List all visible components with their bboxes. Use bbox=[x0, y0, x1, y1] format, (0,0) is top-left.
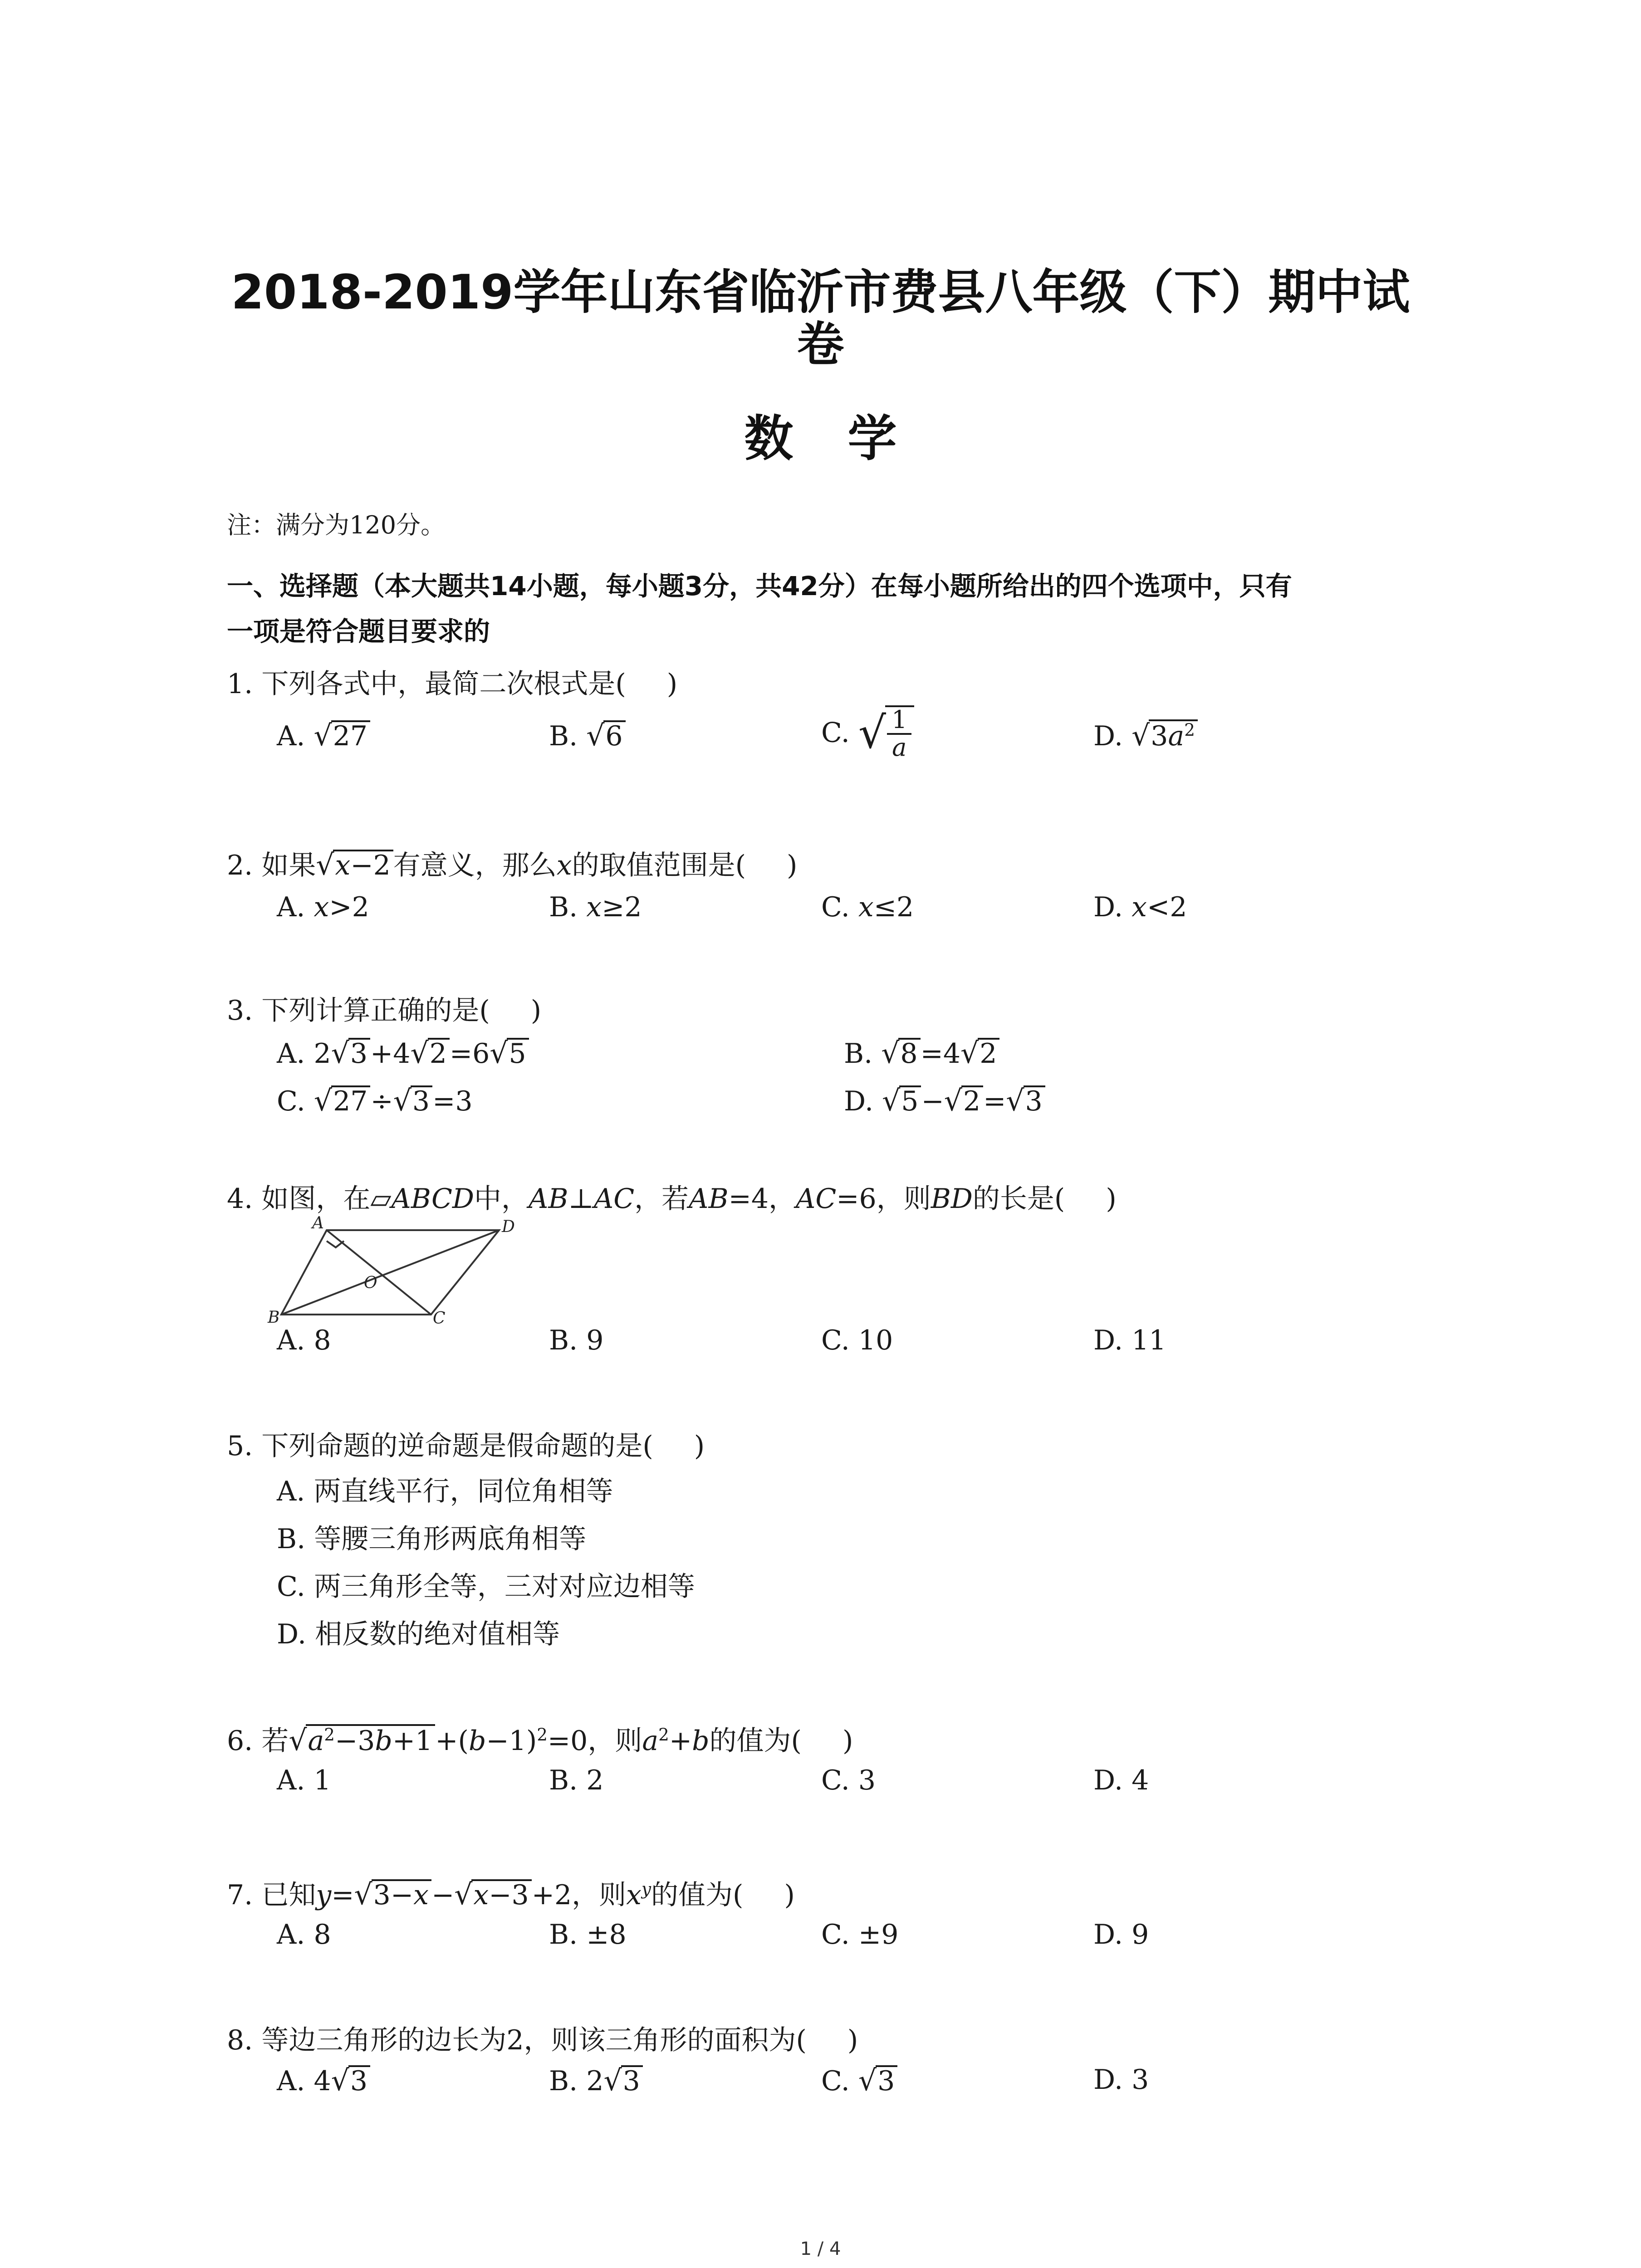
question-number: 2. bbox=[227, 850, 253, 881]
q6-option-d: D. 4 bbox=[1093, 1765, 1149, 1796]
q7-option-c: C. ±9 bbox=[821, 1919, 899, 1950]
question-5: 5. 下列命题的逆命题是假命题的是( ) bbox=[227, 1430, 705, 1462]
option-label: D. bbox=[1093, 720, 1123, 752]
q1-option-c bbox=[821, 705, 914, 760]
q6-option-c: C. 3 bbox=[821, 1765, 876, 1796]
q3-option-a: A. 2√3 +4√2 =6√5 bbox=[277, 1036, 529, 1070]
q2-option-c: C. x≤2 bbox=[821, 891, 914, 923]
q4-option-b: B. 9 bbox=[549, 1325, 604, 1356]
q1-option-d bbox=[1093, 719, 1198, 752]
q5-option-d: D. 相反数的绝对值相等 bbox=[277, 1618, 560, 1650]
question-stem: 下列各式中，最简二次根式是( bbox=[261, 668, 626, 700]
right-angle-mark bbox=[327, 1241, 344, 1247]
sqrt-expression: √x−2 bbox=[316, 848, 393, 881]
option-label: A. bbox=[277, 720, 305, 752]
q5-option-a: A. 两直线平行，同位角相等 bbox=[277, 1476, 613, 1507]
question-close: ) bbox=[666, 668, 678, 700]
q2-option-a: A. x>2 bbox=[277, 891, 369, 923]
subject-title: 数学 bbox=[744, 411, 951, 467]
sqrt-expression: $√a^2-3b+1$ bbox=[289, 1724, 435, 1757]
question-number: 1. bbox=[227, 668, 253, 700]
exam-title-line1: 2018-2019学年山东省临沂市费县八年级（下）期中试 bbox=[231, 264, 1410, 320]
q5-option-c: C. 两三角形全等，三对对应边相等 bbox=[277, 1571, 695, 1603]
q1-option-a bbox=[277, 719, 370, 752]
q1-option-b bbox=[549, 719, 626, 752]
question-1 bbox=[227, 662, 677, 701]
diagonal-bd bbox=[281, 1230, 499, 1315]
q4-option-a: A. 8 bbox=[277, 1325, 331, 1356]
q3-option-c: C. √27 ÷√3 =3 bbox=[277, 1084, 473, 1117]
q6-option-b: B. 2 bbox=[549, 1765, 604, 1796]
q5-option-b: B. 等腰三角形两底角相等 bbox=[277, 1523, 587, 1555]
vertex-label-a: A bbox=[312, 1214, 324, 1232]
q2-option-d: D. x<2 bbox=[1093, 891, 1187, 923]
q8-option-a: A. 4√3 bbox=[277, 2064, 370, 2097]
q3-option-b: B. √8 =4√2 bbox=[844, 1036, 999, 1070]
question-6: 6. 若$√a^2-3b+1 +(b-1)^2=0$，则$a^2+b$的值为( ) bbox=[227, 1724, 853, 1757]
question-7: 7. 已知y=√3−x −√x−3 +2，则$x^y$的值为( ) bbox=[227, 1878, 795, 1911]
q3-option-d: D. √5 −√2 =√3 bbox=[844, 1084, 1045, 1117]
center-label-o: O bbox=[364, 1274, 377, 1292]
question-4: 4. 如图，在▱ABCD中，AB⊥AC，若AB=4，AC=6，则BD的长是( ) bbox=[227, 1183, 1117, 1215]
q8-option-c: C. √3 bbox=[821, 2064, 897, 2097]
vertex-label-c: C bbox=[433, 1309, 446, 1328]
parallelogram-figure bbox=[259, 1214, 515, 1328]
q7-option-d: D. 9 bbox=[1093, 1919, 1149, 1950]
page-number: 1 / 4 bbox=[800, 2239, 841, 2259]
option-label: B. bbox=[549, 720, 578, 752]
section-heading-line2: 一项是符合题目要求的 bbox=[227, 616, 490, 647]
sqrt-expression: √27 bbox=[314, 719, 370, 752]
q4-option-c: C. 10 bbox=[821, 1325, 893, 1356]
exam-title-line2: 卷 bbox=[797, 317, 844, 372]
option-label: C. bbox=[821, 717, 850, 749]
q8-option-b: B. 2√3 bbox=[549, 2064, 643, 2097]
vertex-label-d: D bbox=[502, 1217, 515, 1236]
q6-option-a: A. 1 bbox=[277, 1765, 331, 1796]
q7-option-a: A. 8 bbox=[277, 1919, 331, 1950]
q7-option-b: B. ±8 bbox=[549, 1919, 627, 1950]
question-3: 3. 下列计算正确的是( ) bbox=[227, 995, 542, 1026]
question-8: 8. 等边三角形的边长为2，则该三角形的面积为( ) bbox=[227, 2024, 858, 2056]
sqrt-fraction: √ $\frac{1}{a}$ bbox=[858, 705, 915, 760]
q2-option-b: B. x≥2 bbox=[549, 891, 642, 923]
sqrt-expression: √6 bbox=[586, 719, 625, 752]
sqrt-expression: $√3a^2$ bbox=[1132, 719, 1198, 752]
question-2: 2. 如果√x−2 有意义，那么x的取值范围是( ) bbox=[227, 848, 798, 881]
q8-option-d: D. 3 bbox=[1093, 2064, 1149, 2096]
q4-option-d: D. 11 bbox=[1093, 1325, 1166, 1356]
section-heading-line1: 一、选择题（本大题共14小题，每小题3分，共42分）在每小题所给出的四个选项中，只有 bbox=[227, 571, 1292, 601]
score-note: 注：满分为120分。 bbox=[227, 511, 446, 539]
vertex-label-b: B bbox=[268, 1308, 280, 1327]
